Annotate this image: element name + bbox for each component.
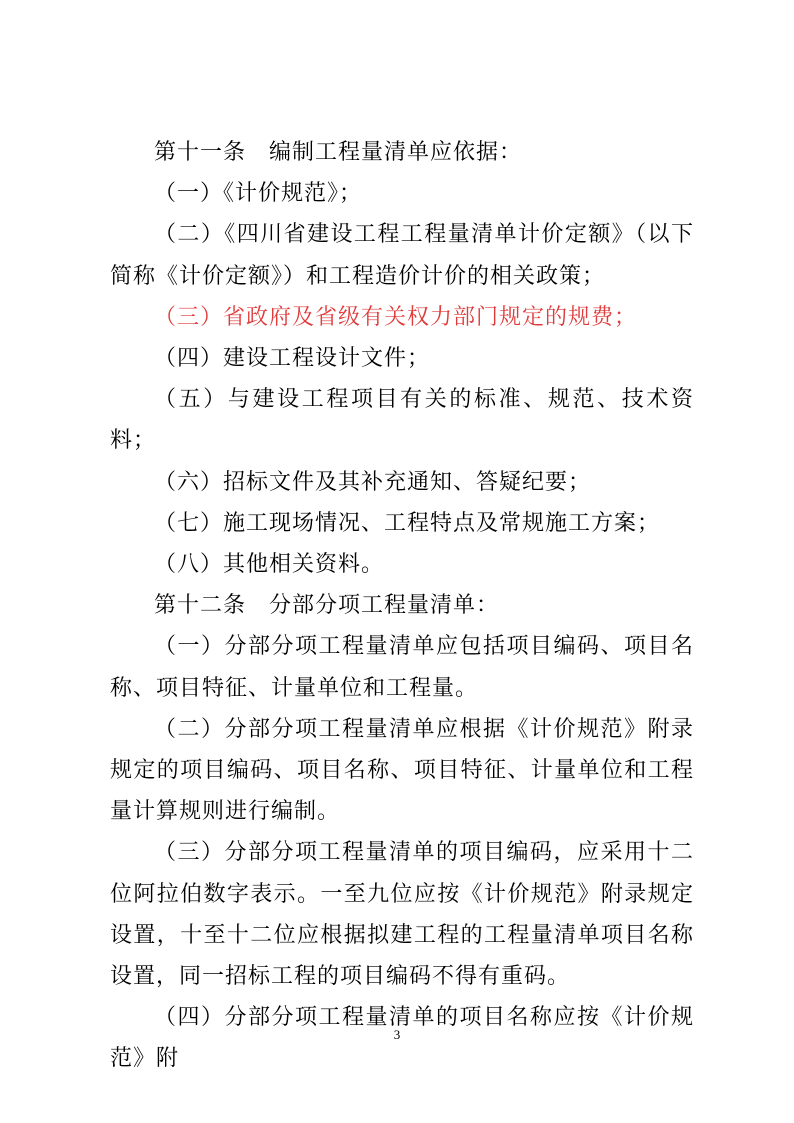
paragraph-item-8: （八）其他相关资料。 xyxy=(154,552,385,578)
paragraph-article-11-heading: 第十一条 编制工程量清单应依据： xyxy=(154,140,523,165)
paragraph-item-4: （四）建设工程设计文件； xyxy=(154,346,431,372)
paragraph-item-7: （七）施工现场情况、工程特点及常规施工方案； xyxy=(154,510,661,536)
paragraph-article-12-item-2: （二）分部分项工程量清单应根据《计价规范》附录规定的项目编码、项目名称、项目特征、计量单位和工程量计算规则进行编制。 xyxy=(110,716,694,825)
paragraph-article-12-item-1: （一）分部分项工程量清单应包括项目编码、项目名称、项目特征、计量单位和工程量。 xyxy=(110,634,694,701)
paragraph-item-6: （六）招标文件及其补充通知、答疑纪要； xyxy=(154,469,592,495)
paragraph-item-3-highlighted: （三）省政府及省级有关权力部门规定的规费； xyxy=(154,304,638,330)
paragraph-item-2: （二）《四川省建设工程工程量清单计价定额》（以下简称《计价定额》）和工程造价计价的相关政策； xyxy=(110,222,694,289)
page-number: 3 xyxy=(393,1027,401,1042)
document-body xyxy=(110,132,694,1080)
paragraph-article-12-heading: 第十二条 分部分项工程量清单： xyxy=(154,593,500,619)
paragraph-article-12-item-3: （三）分部分项工程量清单的项目编码，应采用十二位阿拉伯数字表示。一至九位应按《计价规范》附录规定设置，十至十二位应根据拟建工程的工程量清单项目名称设置，同一招标工程的项目编码不得有重码。 xyxy=(110,840,694,990)
paragraph-item-1: （一）《计价规范》； xyxy=(154,181,363,207)
paragraph-article-12-item-4: （四）分部分项工程量清单的项目名称应按《计价规范》附 xyxy=(110,1005,694,1072)
paragraph-item-5: （五）与建设工程项目有关的标准、规范、技术资料； xyxy=(110,387,694,454)
